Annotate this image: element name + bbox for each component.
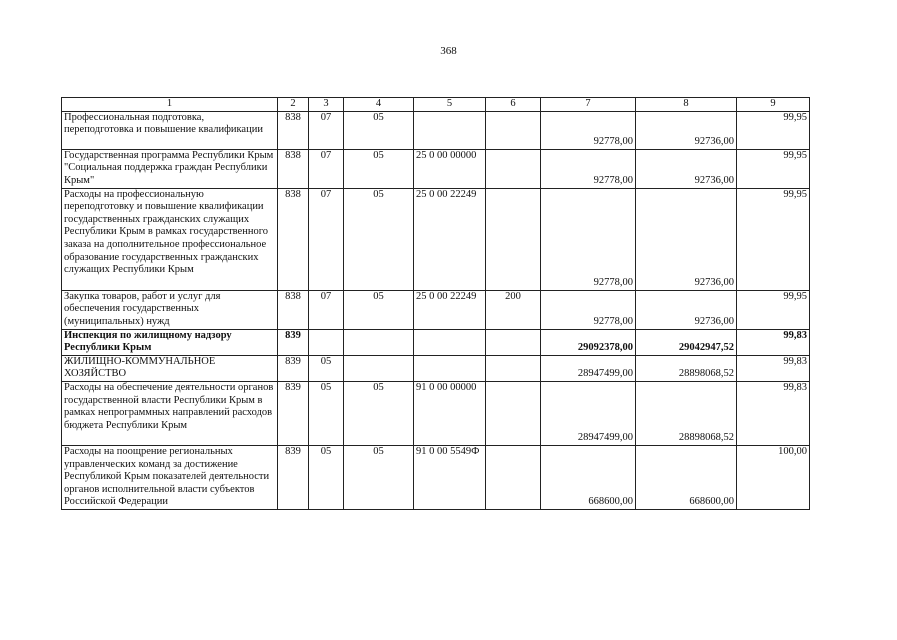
column-header: 5	[414, 98, 486, 112]
cell-col-2: 839	[278, 329, 309, 355]
cell-col-7: 92778,00	[541, 290, 636, 329]
budget-table	[61, 97, 810, 510]
cell-col-5	[414, 111, 486, 149]
cell-col-8: 29042947,52	[636, 329, 737, 355]
cell-col-6: 200	[486, 290, 541, 329]
table-row	[62, 355, 810, 381]
cell-col-5: 91 0 00 00000	[414, 381, 486, 445]
cell-col-9: 99,83	[737, 355, 810, 381]
cell-description: Расходы на поощрение региональных управленческих команд за достижение Республикой Крым показателей деятельности органов исполнительной власти субъектов Российской Федерации	[62, 445, 278, 509]
cell-col-7: 92778,00	[541, 188, 636, 290]
cell-col-3	[309, 329, 344, 355]
column-header: 7	[541, 98, 636, 112]
cell-col-6	[486, 149, 541, 188]
cell-col-4: 05	[344, 381, 414, 445]
cell-col-4: 05	[344, 290, 414, 329]
cell-col-5: 25 0 00 00000	[414, 149, 486, 188]
cell-description: ЖИЛИЩНО-КОММУНАЛЬНОЕ ХОЗЯЙСТВО	[62, 355, 278, 381]
cell-col-6	[486, 381, 541, 445]
cell-col-6	[486, 329, 541, 355]
cell-col-5: 25 0 00 22249	[414, 290, 486, 329]
cell-col-4: 05	[344, 445, 414, 509]
cell-col-8: 28898068,52	[636, 355, 737, 381]
column-header: 1	[62, 98, 278, 112]
cell-col-7: 668600,00	[541, 445, 636, 509]
cell-col-5	[414, 329, 486, 355]
cell-col-3: 05	[309, 355, 344, 381]
cell-col-7: 29092378,00	[541, 329, 636, 355]
cell-col-9: 100,00	[737, 445, 810, 509]
cell-col-9: 99,95	[737, 111, 810, 149]
page-number: 368	[440, 45, 457, 57]
cell-col-9: 99,95	[737, 149, 810, 188]
cell-col-7: 92778,00	[541, 111, 636, 149]
cell-col-4: 05	[344, 111, 414, 149]
cell-col-8: 92736,00	[636, 290, 737, 329]
cell-col-9: 99,95	[737, 290, 810, 329]
cell-col-4	[344, 355, 414, 381]
table-row	[62, 290, 810, 329]
cell-col-2: 838	[278, 149, 309, 188]
cell-col-2: 838	[278, 188, 309, 290]
table-row	[62, 329, 810, 355]
cell-col-2: 838	[278, 290, 309, 329]
cell-description: Закупка товаров, работ и услуг для обеспечения государственных (муниципальных) нужд	[62, 290, 278, 329]
cell-col-5: 91 0 00 5549Ф	[414, 445, 486, 509]
cell-col-2: 838	[278, 111, 309, 149]
cell-col-6	[486, 111, 541, 149]
table-row	[62, 188, 810, 290]
column-header: 6	[486, 98, 541, 112]
column-header: 3	[309, 98, 344, 112]
table-row	[62, 445, 810, 509]
cell-col-7: 28947499,00	[541, 355, 636, 381]
cell-description: Расходы на профессиональную переподготовку и повышение квалификации государственных гражданских служащих Республики Крым в рамках государственного заказа на дополнительное профессиональное образование государственных гражданских служащих Республики Крым	[62, 188, 278, 290]
cell-col-4: 05	[344, 188, 414, 290]
cell-description: Государственная программа Республики Крым "Социальная поддержка граждан Республики Крым"	[62, 149, 278, 188]
cell-col-3: 07	[309, 111, 344, 149]
cell-col-6	[486, 445, 541, 509]
cell-col-6	[486, 188, 541, 290]
column-header: 2	[278, 98, 309, 112]
cell-col-4: 05	[344, 149, 414, 188]
table-row	[62, 381, 810, 445]
cell-description: Расходы на обеспечение деятельности органов государственной власти Республики Крым в рамках непрограммных направлений расходов бюджета Республики Крым	[62, 381, 278, 445]
column-header: 8	[636, 98, 737, 112]
cell-col-3: 05	[309, 445, 344, 509]
table-row	[62, 149, 810, 188]
table-header-row	[62, 98, 810, 112]
cell-col-2: 839	[278, 445, 309, 509]
cell-col-7: 92778,00	[541, 149, 636, 188]
cell-col-8: 92736,00	[636, 111, 737, 149]
cell-col-8: 668600,00	[636, 445, 737, 509]
table-row	[62, 111, 810, 149]
cell-col-6	[486, 355, 541, 381]
cell-col-9: 99,83	[737, 381, 810, 445]
cell-col-8: 28898068,52	[636, 381, 737, 445]
column-header: 9	[737, 98, 810, 112]
cell-col-2: 839	[278, 355, 309, 381]
cell-col-8: 92736,00	[636, 149, 737, 188]
cell-col-9: 99,95	[737, 188, 810, 290]
column-header: 4	[344, 98, 414, 112]
cell-col-3: 05	[309, 381, 344, 445]
cell-col-5: 25 0 00 22249	[414, 188, 486, 290]
cell-col-3: 07	[309, 149, 344, 188]
cell-col-3: 07	[309, 290, 344, 329]
cell-col-3: 07	[309, 188, 344, 290]
cell-col-7: 28947499,00	[541, 381, 636, 445]
cell-description: Инспекция по жилищному надзору Республики Крым	[62, 329, 278, 355]
cell-col-2: 839	[278, 381, 309, 445]
cell-col-4	[344, 329, 414, 355]
cell-description: Профессиональная подготовка, переподготовка и повышение квалификации	[62, 111, 278, 149]
cell-col-9: 99,83	[737, 329, 810, 355]
cell-col-5	[414, 355, 486, 381]
cell-col-8: 92736,00	[636, 188, 737, 290]
